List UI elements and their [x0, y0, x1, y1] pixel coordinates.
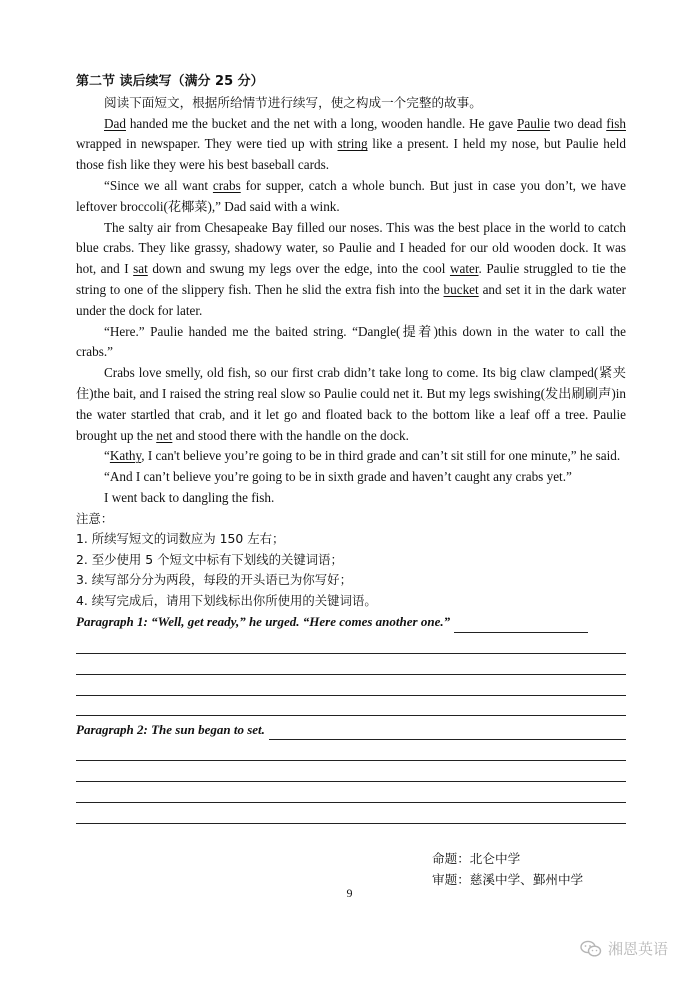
story-text: down and swung my legs over the edge, into the cool	[147, 261, 450, 277]
page-number: 9	[346, 886, 353, 900]
story-paragraph-4: “Here.” Paulie handed me the baited string. “Dangle(提着)this down in the water to call the crabs.”	[76, 323, 626, 360]
keyword: string	[337, 136, 368, 152]
story-text: , I can't believe you’re going to be in third grade and can’t sit still for one minute,” he said.	[141, 448, 621, 464]
keyword: Paulie	[517, 115, 550, 131]
story-text: for supper, catch a whole bunch. But just in case you don’t, we have leftover broccoli(花椰菜),” Dad said with a wink.	[76, 177, 626, 214]
story-text: handed me the bucket and the net with a long, wooden handle. He gave	[125, 115, 517, 131]
wechat-icon	[580, 940, 602, 958]
story-paragraph-1	[76, 114, 626, 176]
story-text: wrapped in newspaper. They were tied up with	[76, 136, 338, 152]
keyword: crabs	[212, 177, 241, 193]
keyword: net	[156, 427, 173, 443]
paragraph-1-prompt-row	[76, 611, 626, 633]
story-paragraph-5	[76, 363, 626, 446]
story-paragraph-6	[76, 446, 626, 467]
watermark	[580, 938, 668, 959]
reviewer-credit: 审题：慈溪中学、鄞州中学	[432, 872, 584, 887]
keyword: water	[449, 261, 479, 277]
keyword: fish	[606, 115, 626, 131]
writing-line[interactable]	[76, 633, 626, 654]
story-text: The salty air from Chesapeake Bay filled our noses. This was the best place in the world to catch blue crabs. They like grassy, shadowy water, so Paulie and I headed for our old wooden dock. It was hot, and I	[76, 219, 626, 277]
story-text: like a present. I held my nose, but Paulie held those fish like they were his best baseball cards.	[76, 136, 626, 173]
story-paragraph-2	[76, 176, 626, 218]
credits	[432, 848, 583, 890]
section-heading: 第二节 读后续写（满分 25 分）	[76, 74, 264, 89]
keyword: sat	[133, 261, 148, 277]
watermark-text: 湘恩英语	[608, 940, 669, 958]
writing-line[interactable]	[76, 803, 626, 824]
story-text: “Since we all want	[104, 177, 213, 193]
keyword: Kathy	[109, 448, 142, 464]
section-content	[76, 72, 626, 824]
story-text: and set it in the dark water under the dock for later.	[76, 281, 626, 318]
story-paragraph-8: I went back to dangling the fish.	[104, 489, 275, 505]
note-item: 2. 至少使用 5 个短文中标有下划线的关键词语；	[76, 551, 343, 567]
writing-line[interactable]	[269, 727, 626, 740]
author-credit: 命题：北仑中学	[432, 851, 521, 866]
notes-title: 注意：	[76, 510, 114, 526]
note-item: 4. 续写完成后，请用下划线标出你所使用的关键词语。	[76, 592, 377, 608]
story-text: Crabs love smelly, old fish, so our first crab didn’t take long to come. Its big claw clamped(紧夹住)the bait, and I raised the string real slow so Paulie could net it. But my legs swishing(发出刷刷声)in the water startled that crab, and it let go and floated back to the bottom like a leaf off a tree. Paulie brought up the	[76, 365, 626, 443]
writing-line[interactable]	[454, 620, 588, 633]
writing-line[interactable]	[76, 696, 626, 717]
story-text: two dead	[549, 115, 607, 131]
writing-line[interactable]	[76, 740, 626, 761]
keyword: Dad	[104, 115, 126, 131]
writing-line[interactable]	[76, 654, 626, 675]
story-text: . Paulie struggled to tie the string to one of the slippery fish. Then he slid the extra fish into the	[76, 261, 626, 297]
paragraph-2-prompt: Paragraph 2: The sun began to set.	[76, 721, 265, 737]
writing-line[interactable]	[76, 675, 626, 696]
instructions: 阅读下面短文，根据所给情节进行续写，使之构成一个完整的故事。	[104, 94, 482, 110]
paragraph-1-prompt: Paragraph 1: “Well, get ready,” he urged. “Here comes another one.”	[76, 614, 451, 630]
paragraph-2-prompt-row	[76, 718, 626, 740]
notes-list	[76, 509, 626, 612]
note-item: 1. 所续写短文的词数应为 150 左右；	[76, 531, 285, 547]
writing-line[interactable]	[76, 761, 626, 782]
story-paragraph-3	[76, 218, 626, 322]
note-item: 3. 续写部分分为两段，每段的开头语已为你写好；	[76, 572, 352, 588]
writing-line[interactable]	[76, 782, 626, 803]
story-paragraph-7: “And I can’t believe you’re going to be in sixth grade and haven’t caught any crabs yet.”	[104, 469, 572, 485]
story-text: and stood there with the handle on the dock.	[172, 427, 409, 443]
story-text: “	[104, 448, 110, 464]
keyword: bucket	[443, 281, 479, 297]
